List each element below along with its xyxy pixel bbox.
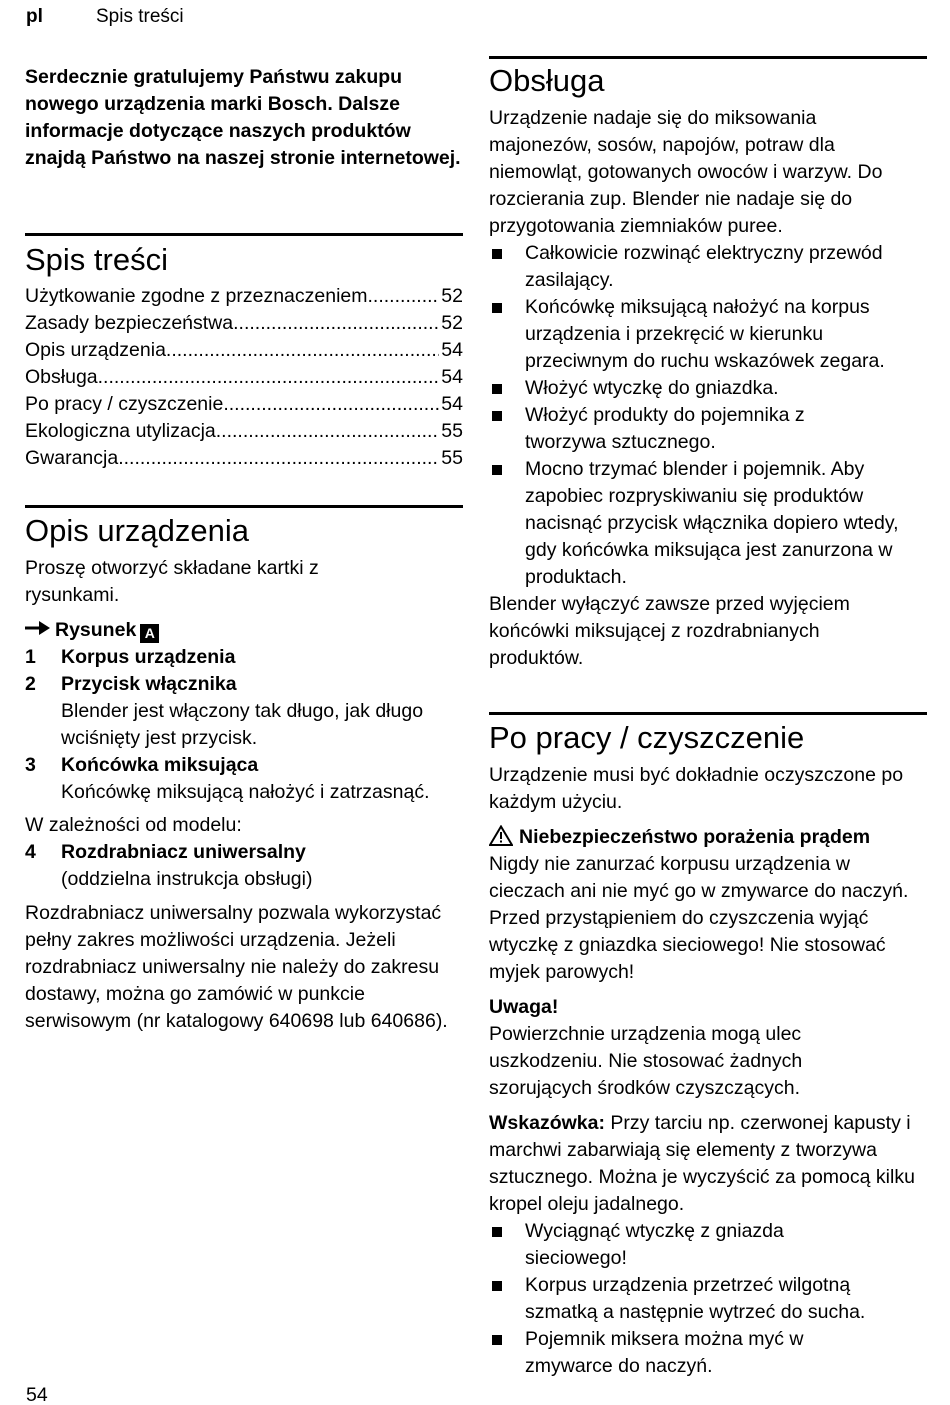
list-item-text: Wyciągnąć wtyczkę z gniazda sieciowego!	[525, 1220, 784, 1269]
toc-entry[interactable]	[25, 337, 463, 364]
item-title: Rozdrabniacz uniwersalny	[61, 841, 306, 863]
toc-entry-label: Gwarancja	[25, 447, 119, 469]
item-description: Końcówkę miksującą nałożyć i zatrzasnąć.	[61, 781, 430, 803]
obsluga-steps	[489, 240, 927, 591]
obsluga-closing: Blender wyłączyć zawsze przed wyjęciem końcówki miksującej z rozdrabnianych produktów.	[489, 593, 850, 669]
bullet-square-icon	[492, 465, 502, 475]
item-number: 3	[25, 754, 36, 776]
opis-section	[25, 555, 463, 1035]
toc-entry-page: 54	[441, 393, 463, 415]
toc-leader-dots	[166, 337, 439, 364]
list-item-text: Mocno trzymać blender i pojemnik. Aby zapobiec rozpryskiwaniu się produktów nacisnąć przycisk włącznika dopiero wtedy, gdy końcówka miksująca jest zanurzona w produktach.	[525, 458, 899, 588]
intro-paragraph: Serdecznie gratulujemy Państwu zakupu nowego urządzenia marki Bosch. Dalsze informacje dotyczące naszych produktów znajdą Państwo na naszej stronie internetowej.	[25, 66, 461, 169]
list-item	[489, 375, 927, 402]
opis-closing: Rozdrabniacz uniwersalny pozwala wykorzystać pełny zakres możliwości urządzenia. Jeżeli rozdrabniacz uniwersalny nie należy do zakresu dostawy, można go zamówić w punkcie serwisowym (nr katalogowy 640698 lub 640686).	[25, 902, 448, 1032]
item-title: Przycisk włącznika	[61, 673, 237, 695]
bullet-square-icon	[492, 249, 502, 259]
obsluga-intro: Urządzenie nadaje się do miksowania majonezów, sosów, napojów, potraw dla niemowląt, gotowanych owoców i warzyw. Do rozcierania zup. Blender nie nadaje się do przygotowania ziemniaków puree.	[489, 107, 883, 237]
section-divider	[489, 56, 927, 59]
parts-list-item	[25, 671, 463, 698]
section-divider	[25, 505, 463, 508]
toc-entry-page: 54	[441, 339, 463, 361]
language-code: pl	[26, 6, 43, 27]
list-item	[489, 456, 927, 591]
toc-leader-dots	[223, 391, 439, 418]
section-divider	[489, 712, 927, 715]
tip-label: Wskazówka:	[489, 1112, 605, 1134]
toc-entry[interactable]	[25, 445, 463, 472]
obsluga-heading: Obsługa	[489, 63, 605, 98]
item-description: (oddzielna instrukcja obsługi)	[61, 868, 313, 890]
figure-letter-badge: A	[140, 624, 159, 643]
parts-list-item	[25, 752, 463, 779]
toc-leader-dots	[118, 445, 439, 472]
toc-entry[interactable]	[25, 310, 463, 337]
warning-heading	[489, 824, 927, 851]
parts-list-item	[25, 644, 463, 671]
czyszczenie-section	[489, 762, 927, 1380]
bullet-square-icon	[492, 1227, 502, 1237]
bullet-square-icon	[492, 384, 502, 394]
item-number: 4	[25, 841, 36, 863]
page-number: 54	[26, 1384, 48, 1405]
parts-list-item	[25, 839, 463, 866]
toc-entry-page: 54	[441, 366, 463, 388]
toc-entry-label: Obsługa	[25, 366, 98, 388]
toc-entry[interactable]	[25, 283, 463, 310]
list-item-text: Końcówkę miksującą nałożyć na korpus urządzenia i przekręcić w kierunku przeciwnym do ruchu wskazówek zegara.	[525, 296, 885, 372]
toc-entry-page: 55	[441, 420, 463, 442]
toc-entry[interactable]	[25, 391, 463, 418]
section-divider	[25, 233, 463, 236]
obsluga-section	[489, 105, 927, 672]
list-item	[489, 240, 927, 294]
item-number: 2	[25, 673, 36, 695]
page-header	[26, 6, 184, 28]
list-item-text: Pojemnik miksera można myć w zmywarce do naczyń.	[525, 1328, 804, 1377]
model-note: W zależności od modelu:	[25, 814, 242, 836]
list-item	[489, 1272, 927, 1326]
toc-leader-dots	[368, 283, 440, 310]
toc-leader-dots	[98, 364, 440, 391]
warning-title: Niebezpieczeństwo porażenia prądem	[519, 826, 871, 848]
toc-entry-label: Opis urządzenia	[25, 339, 166, 361]
warning-triangle-icon	[489, 825, 513, 846]
bullet-square-icon	[492, 1335, 502, 1345]
tip-paragraph	[489, 1110, 927, 1218]
caution-title: Uwaga!	[489, 996, 559, 1018]
list-item	[489, 1218, 927, 1272]
warning-text: Nigdy nie zanurzać korpusu urządzenia w cieczach ani nie myć go w zmywarce do naczyń. Przed przystąpieniem do czyszczenia wyjąć wtyczkę z gniazdka sieciowego! Nie stosować myjek parowych!	[489, 853, 909, 983]
opis-heading: Opis urządzenia	[25, 513, 250, 548]
tip-text: Przy tarciu np. czerwonej kapusty i marchwi zabarwiają się elementy z tworzywa sztucznego. Można je wyczyścić za pomocą kilku kropel oleju jadalnego.	[489, 1112, 915, 1215]
toc-entry-label: Zasady bezpieczeństwa	[25, 312, 234, 334]
arrow-right-icon	[25, 617, 55, 644]
caution-text: Powierzchnie urządzenia mogą ulec uszkodzeniu. Nie stosować żadnych szorujących środków czyszczących.	[489, 1023, 803, 1099]
bullet-square-icon	[492, 411, 502, 421]
toc-entry-page: 55	[441, 447, 463, 469]
list-item-text: Włożyć wtyczkę do gniazdka.	[525, 377, 779, 399]
list-item	[489, 294, 927, 375]
table-of-contents	[25, 283, 463, 472]
toc-entry[interactable]	[25, 418, 463, 445]
toc-entry-page: 52	[441, 312, 463, 334]
list-item-text: Korpus urządzenia przetrzeć wilgotną szmatką a następnie wytrzeć do sucha.	[525, 1274, 866, 1323]
opis-intro: Proszę otworzyć składane kartki z rysunkami.	[25, 557, 319, 606]
toc-entry-label: Po pracy / czyszczenie	[25, 393, 224, 415]
bullet-square-icon	[492, 1281, 502, 1291]
toc-leader-dots	[216, 418, 440, 445]
figure-label: Rysunek	[55, 619, 137, 641]
toc-entry-label: Użytkowanie zgodne z przeznaczeniem	[25, 285, 368, 307]
header-section-title: Spis treści	[96, 6, 184, 27]
item-title: Końcówka miksująca	[61, 754, 259, 776]
toc-leader-dots	[233, 310, 439, 337]
figure-reference	[25, 617, 463, 644]
czyszczenie-heading: Po pracy / czyszczenie	[489, 720, 805, 755]
item-title: Korpus urządzenia	[61, 646, 236, 668]
list-item	[489, 1326, 927, 1380]
list-item-text: Całkowicie rozwinąć elektryczny przewód zasilający.	[525, 242, 883, 291]
bullet-square-icon	[492, 303, 502, 313]
list-item-text: Włożyć produkty do pojemnika z tworzywa sztucznego.	[525, 404, 805, 453]
list-item	[489, 402, 927, 456]
item-number: 1	[25, 646, 36, 668]
toc-entry[interactable]	[25, 364, 463, 391]
toc-heading: Spis treści	[25, 242, 168, 277]
czyszczenie-steps	[489, 1218, 927, 1380]
toc-entry-page: 52	[441, 285, 463, 307]
czyszczenie-intro: Urządzenie musi być dokładnie oczyszczone po każdym użyciu.	[489, 764, 904, 813]
toc-entry-label: Ekologiczna utylizacja	[25, 420, 216, 442]
item-description: Blender jest włączony tak długo, jak długo wciśnięty jest przycisk.	[61, 700, 424, 749]
